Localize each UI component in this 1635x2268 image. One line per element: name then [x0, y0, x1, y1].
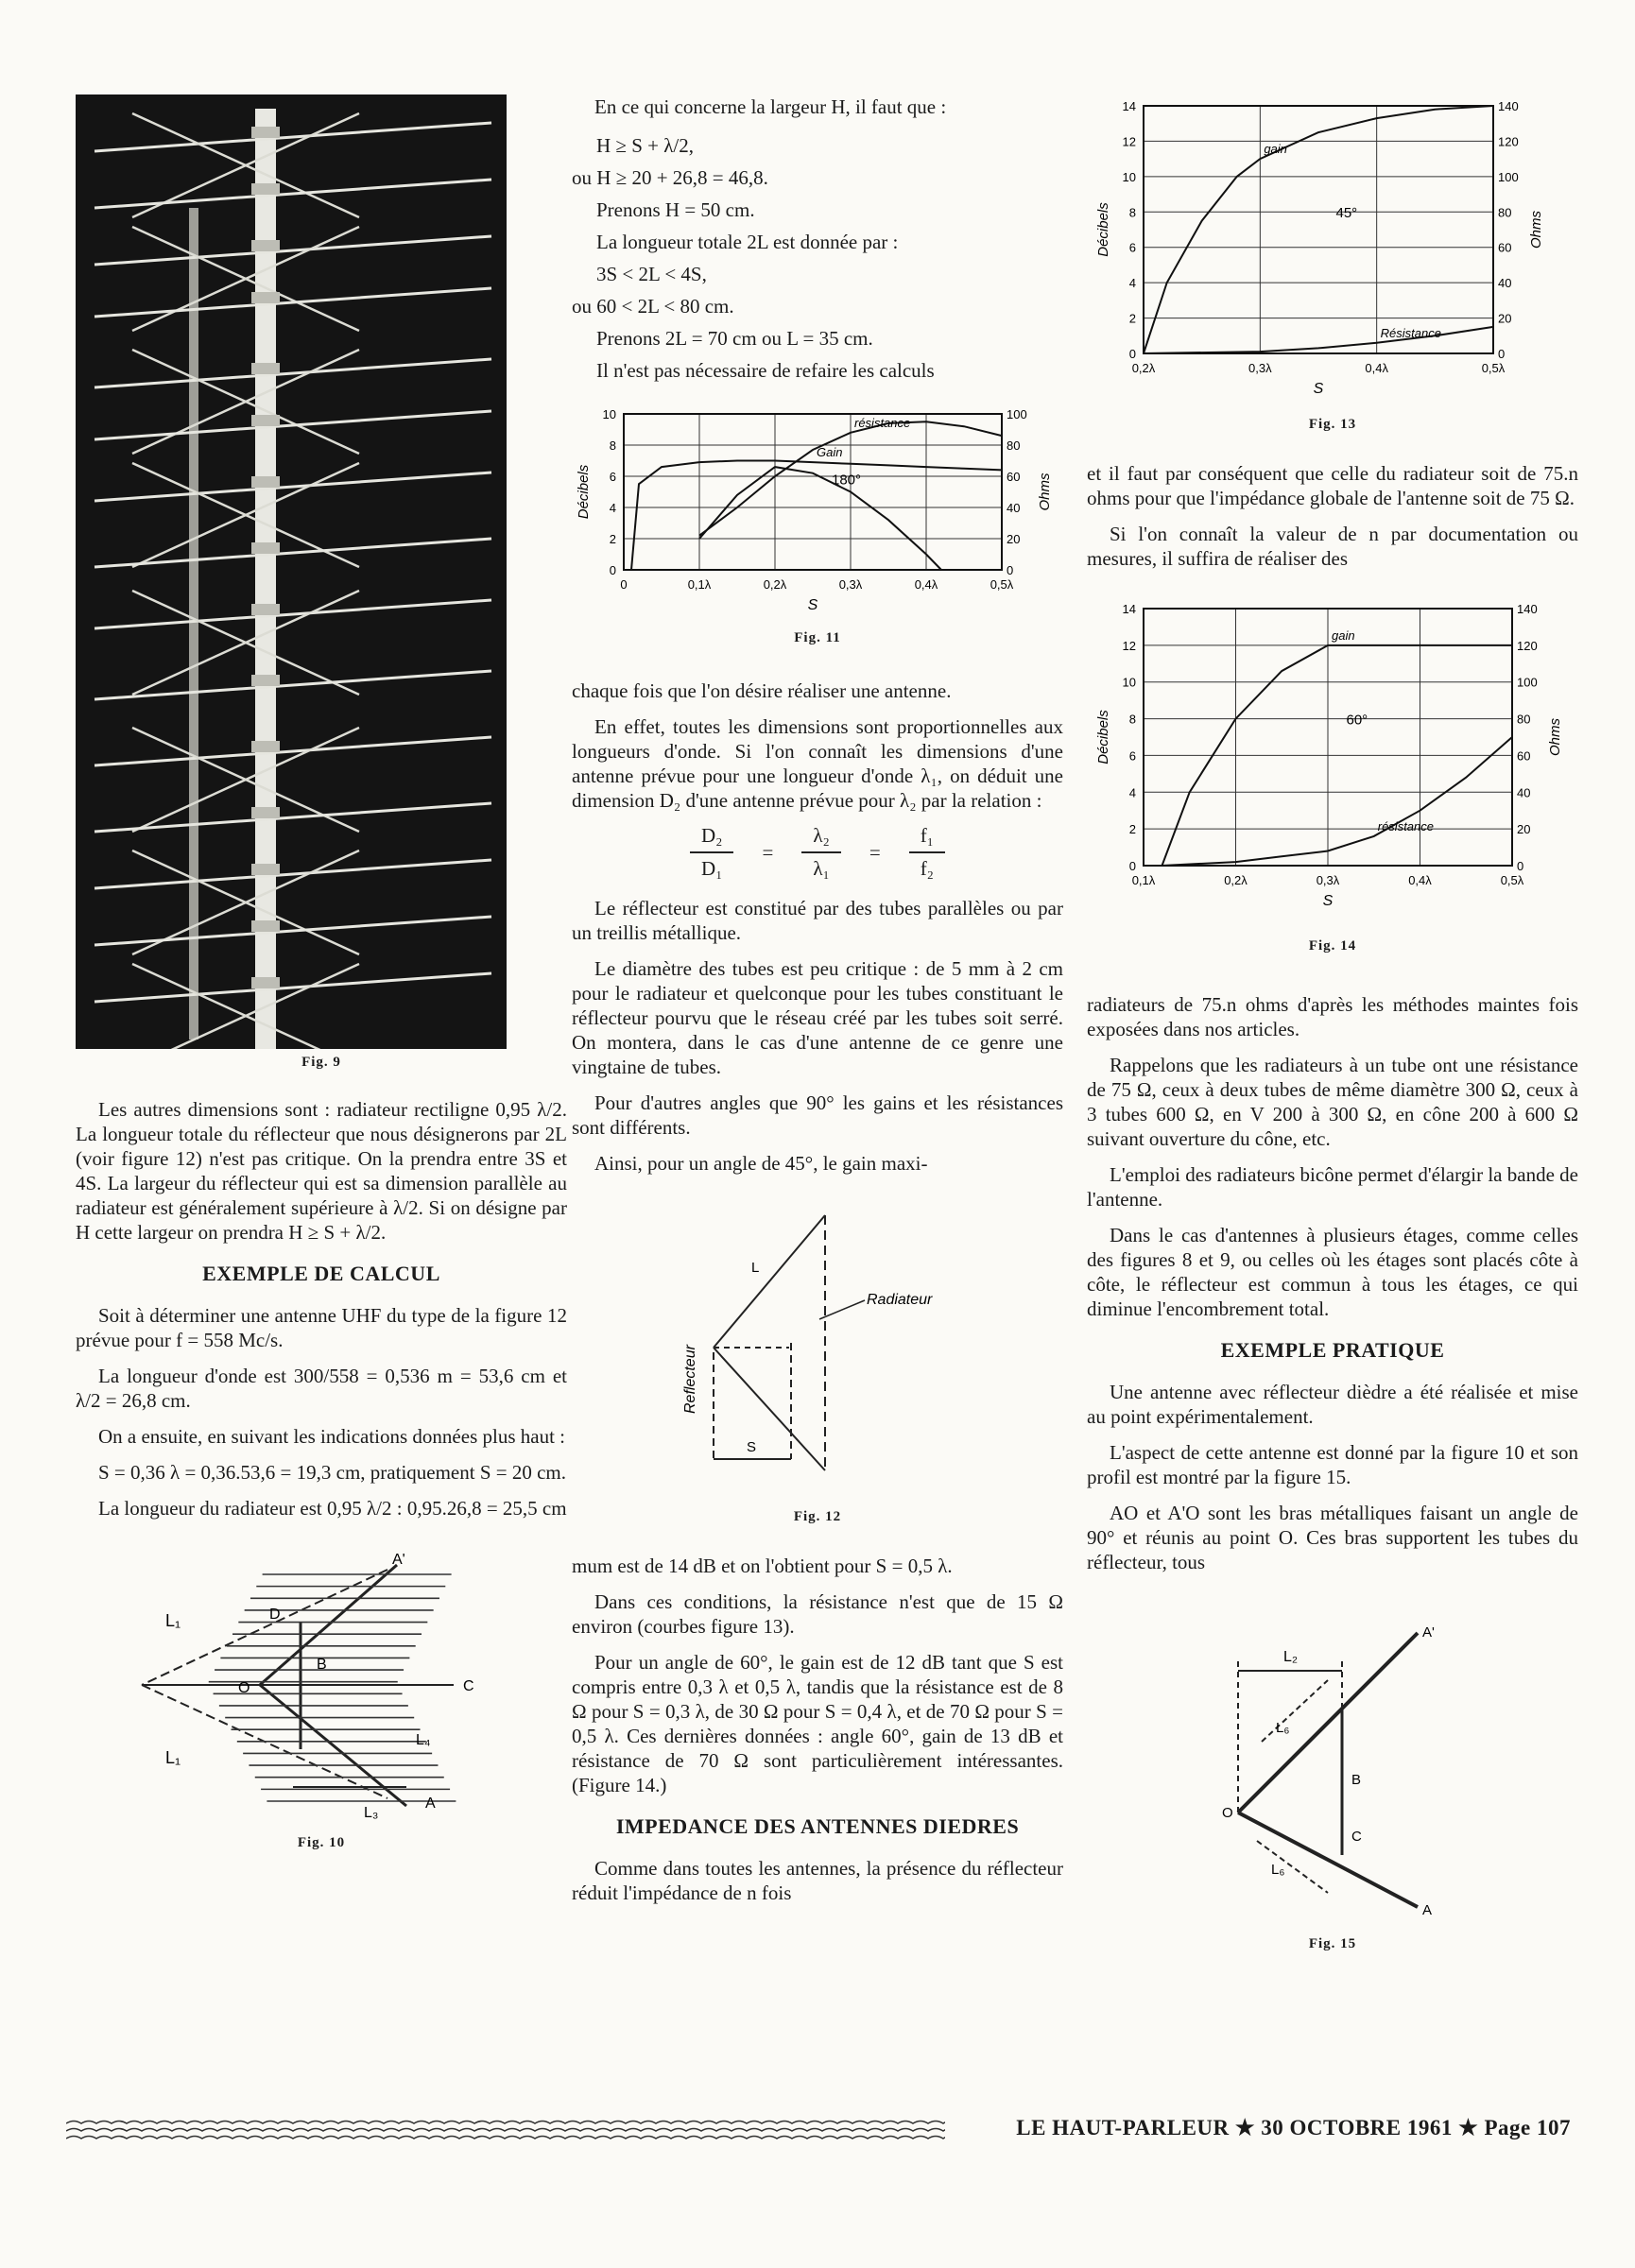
y-tick-label: 12 — [1122, 134, 1136, 149]
paragraph: Si l'on connaît la valeur de n par documentation ou mesures, il suffira de réaliser des — [1087, 523, 1578, 570]
y-tick-label: 14 — [1122, 602, 1136, 616]
y2-tick-label: 100 — [1498, 169, 1519, 184]
antenna-clamp — [251, 864, 280, 875]
y-tick-label: 0 — [1128, 347, 1136, 361]
paragraph: Dans ces conditions, la résistance n'est que de 15 Ω environ (courbes figure 13). — [572, 1590, 1063, 1638]
equation: ou H ≥ 20 + 26,8 = 46,8. — [572, 166, 768, 189]
y2-tick-label: 80 — [1517, 712, 1531, 727]
series-line-résistance — [1162, 737, 1513, 866]
fig10-caption: Fig. 10 — [297, 1835, 346, 1850]
y-tick-label: 2 — [609, 532, 616, 546]
frac-den-3: f₂ — [920, 857, 935, 880]
y2-tick-label: 60 — [1517, 748, 1531, 764]
fig13-chart — [1087, 94, 1578, 406]
x-axis-label: S — [1322, 893, 1334, 909]
paragraph: L'emploi des radiateurs bicône permet d'élargir la bande de l'antenne. — [1087, 1163, 1578, 1211]
antenna-clamp — [251, 183, 280, 195]
chart-annotation: 45° — [1335, 204, 1358, 221]
series-label: résistance — [1377, 818, 1434, 833]
equation: H ≥ S + λ/2, — [596, 134, 694, 157]
x-tick-label: 0,5λ — [990, 577, 1014, 592]
paragraph: Ainsi, pour un angle de 45°, le gain maxi- — [594, 1152, 928, 1175]
equation: La longueur totale 2L est donnée par : — [596, 231, 899, 253]
x-tick-label: 0,2λ — [1131, 361, 1156, 375]
equation: Il n'est pas nécessaire de refaire les calculs — [596, 359, 935, 382]
fig12-label-L: L — [751, 1260, 760, 1276]
y-tick-label: 4 — [1128, 785, 1136, 800]
series-label: gain — [1332, 627, 1355, 643]
paragraph: Comme dans toutes les antennes, la présence du réflecteur réduit l'impédance de n fois — [572, 1857, 1063, 1904]
fig12-caption: Fig. 12 — [793, 1509, 842, 1524]
frac-num-2: λ₂ — [801, 824, 841, 853]
fig15-label-L6b: L₆ — [1271, 1862, 1285, 1878]
column-2 — [572, 94, 1063, 1916]
x-tick-label: 0 — [620, 577, 628, 592]
fig10-label-L4: L₄ — [416, 1732, 431, 1748]
paragraph: Pour d'autres angles que 90° les gains et les résistances sont différents. — [572, 1091, 1063, 1139]
y2-tick-label: 100 — [1007, 407, 1027, 421]
equation: Prenons 2L = 70 cm ou L = 35 cm. — [596, 327, 873, 350]
fig10-label-L1b: L₁ — [165, 1748, 181, 1767]
x-tick-label: 0,1λ — [687, 577, 712, 592]
paragraph: L'aspect de cette antenne est donné par la figure 10 et son profil est montré par la figure 15. — [1087, 1441, 1578, 1488]
fig13-caption: Fig. 13 — [1308, 417, 1357, 432]
antenna-clamp — [251, 977, 280, 988]
y-tick-label: 6 — [1128, 748, 1136, 764]
y2-tick-label: 140 — [1517, 602, 1538, 616]
x-axis-label: S — [807, 597, 818, 613]
paragraph: En ce qui concerne la largeur H, il faut que : — [594, 95, 947, 118]
equation: ou 60 < 2L < 80 cm. — [572, 295, 734, 318]
paragraph: Le réflecteur est constitué par des tubes parallèles ou par un treillis métallique. — [572, 897, 1063, 944]
y2-tick-label: 40 — [1517, 785, 1531, 800]
paragraph: Dans le cas d'antennes à plusieurs étages, comme celles des figures 8 et 9, ou celles où les étages sont placés côte à côte, le réflecteur est commun à tous les étages, ce qui diminue l'encombrement total. — [1087, 1224, 1578, 1320]
fig10-label-B: B — [317, 1657, 327, 1673]
x-tick-label: 0,3λ — [838, 577, 863, 592]
y-tick-label: 10 — [1122, 169, 1136, 184]
x-tick-label: 0,3λ — [1316, 873, 1340, 887]
x-tick-label: 0,2λ — [1224, 873, 1248, 887]
paragraph: radiateurs de 75.n ohms d'après les méthodes maintes fois exposées dans nos articles. — [1087, 993, 1578, 1040]
footer-wave-rule — [66, 2112, 945, 2150]
antenna-clamp — [251, 415, 280, 426]
fig15-label-L6a: L₆ — [1276, 1720, 1290, 1736]
paragraph: chaque fois que l'on désire réaliser une antenne. — [572, 679, 952, 702]
footer-wave — [66, 2122, 945, 2124]
fig12-diagram — [572, 1187, 1063, 1499]
y2-axis-label: Ohms — [1547, 717, 1563, 757]
fig15-label-B: B — [1351, 1772, 1362, 1788]
antenna-clamp — [251, 920, 280, 932]
y-tick-label: 10 — [1122, 675, 1136, 690]
antenna-clamp — [251, 807, 280, 818]
antenna-photo — [76, 94, 507, 1049]
antenna-clamp — [251, 476, 280, 488]
antenna-clamp — [251, 363, 280, 374]
x-tick-label: 0,2λ — [763, 577, 787, 592]
series-label: résistance — [854, 415, 911, 430]
y-tick-label: 6 — [1128, 240, 1136, 255]
antenna-clamp — [251, 292, 280, 303]
y2-tick-label: 60 — [1498, 240, 1512, 255]
frac-den-1: D₁ — [700, 857, 723, 880]
antenna-photo-drawing — [76, 94, 507, 1049]
y-tick-label: 8 — [609, 438, 616, 453]
heading-impedance: IMPEDANCE DES ANTENNES DIEDRES — [615, 1814, 1020, 1838]
fig12-label-reflecteur: Reflecteur — [682, 1345, 698, 1414]
y2-tick-label: 60 — [1007, 470, 1021, 484]
y-tick-label: 10 — [602, 407, 616, 421]
fig15-diagram — [1087, 1624, 1578, 1926]
y2-tick-label: 0 — [1498, 347, 1506, 361]
column-1 — [76, 94, 567, 1868]
y-tick-label: 6 — [609, 470, 616, 484]
column-3 — [1087, 94, 1578, 1969]
fig14-chart — [1087, 597, 1578, 928]
y2-tick-label: 20 — [1498, 311, 1512, 326]
fig11-caption: Fig. 11 — [794, 630, 841, 645]
footer-wave — [66, 2129, 945, 2132]
y2-tick-label: 140 — [1498, 99, 1519, 113]
footer-text: LE HAUT-PARLEUR ★ 30 OCTOBRE 1961 ★ Page 107 — [1016, 2116, 1571, 2139]
paragraph: Une antenne avec réflecteur dièdre a été réalisée et mise au point expérimentalement. — [1087, 1381, 1578, 1428]
y-axis-label: Décibels — [1095, 202, 1111, 257]
fig10-label-A: A — [425, 1796, 436, 1812]
antenna-clamp — [251, 127, 280, 138]
y2-axis-label: Ohms — [1528, 210, 1544, 249]
fig10-label-O: O — [238, 1680, 250, 1696]
proportion-formula — [572, 824, 1063, 881]
series-label: Résistance — [1380, 325, 1441, 340]
antenna-clamp — [251, 675, 280, 686]
antenna-clamp — [251, 604, 280, 615]
x-tick-label: 0,4λ — [914, 577, 938, 592]
y-tick-label: 14 — [1122, 99, 1136, 113]
y-tick-label: 12 — [1122, 638, 1136, 653]
fig12-label-radiateur: Radiateur — [867, 1292, 933, 1308]
paragraph: On a ensuite, en suivant les indications données plus haut : — [98, 1425, 565, 1448]
y-tick-label: 4 — [609, 501, 616, 515]
paragraph: La longueur d'onde est 300/558 = 0,536 m = 53,6 cm et λ/2 = 26,8 cm. — [76, 1365, 567, 1412]
equation: 3S < 2L < 4S, — [596, 263, 707, 285]
y2-tick-label: 20 — [1007, 532, 1021, 546]
paragraph: mum est de 14 dB et on l'obtient pour S = 0,5 λ. — [572, 1555, 953, 1577]
fig12-label-S: S — [747, 1439, 757, 1455]
paragraph: et il faut par conséquent que celle du radiateur soit de 75.n ohms pour que l'impédance globale de l'antenne soit de 75 Ω. — [1087, 462, 1578, 509]
y2-tick-label: 20 — [1517, 822, 1531, 837]
paragraph: AO et A'O sont les bras métalliques faisant un angle de 90° et réunis au point O. Ces bras supportent les tubes du réflecteur, tous — [1087, 1502, 1578, 1573]
x-tick-label: 0,1λ — [1131, 873, 1156, 887]
fig10-label-L1a: L₁ — [165, 1611, 181, 1630]
paragraph: S = 0,36 λ = 0,36.53,6 = 19,3 cm, pratiquement S = 20 cm. — [98, 1461, 567, 1484]
chart-annotation: 180° — [832, 472, 862, 489]
fig10-diagram — [76, 1551, 510, 1825]
x-axis-label: S — [1313, 381, 1324, 397]
y2-tick-label: 0 — [1517, 859, 1524, 873]
antenna-clamp — [251, 741, 280, 752]
fig10-label-A1: A' — [392, 1552, 405, 1568]
heading-exemple-pratique: EXEMPLE PRATIQUE — [1220, 1338, 1445, 1362]
fig15-label-A: A — [1422, 1902, 1433, 1918]
paragraph: Pour un angle de 60°, le gain est de 12 dB tant que S est compris entre 0,3 λ et 0,5 λ, tandis que la résistance est de 8 Ω pour S = 0,3 λ, de 30 Ω pour S = 0,4 λ, et de 70 Ω pour S = 0,5 λ. Ces dernières données : angle 60°, gain de 13 dB et résistance de 70 Ω sont particulièrement intéressantes. (Figure 14.) — [572, 1651, 1063, 1796]
x-tick-label: 0,4λ — [1408, 873, 1432, 887]
fig10-label-C: C — [463, 1678, 474, 1694]
fig15-label-O: O — [1222, 1805, 1233, 1821]
series-label: gain — [1264, 142, 1287, 157]
fig15-label-A1: A' — [1422, 1624, 1435, 1641]
y-axis-label: Décibels — [1095, 710, 1111, 765]
y2-tick-label: 40 — [1498, 276, 1512, 291]
y-tick-label: 8 — [1128, 712, 1136, 727]
fig10-label-L3: L₃ — [364, 1805, 379, 1821]
y2-tick-label: 100 — [1517, 675, 1538, 690]
y2-tick-label: 40 — [1007, 501, 1021, 515]
page-footer — [66, 2112, 1578, 2150]
plot-frame — [624, 414, 1002, 570]
y-axis-label: Décibels — [576, 464, 592, 520]
fig14-caption: Fig. 14 — [1308, 938, 1357, 954]
y-tick-label: 0 — [1128, 859, 1136, 873]
y2-axis-label: Ohms — [1037, 472, 1053, 511]
fig10-label-D: D — [269, 1606, 281, 1623]
paragraph: La longueur du radiateur est 0,95 λ/2 : 0,95.26,8 = 25,5 cm — [98, 1497, 567, 1520]
series-line-gain — [1144, 106, 1493, 353]
y2-tick-label: 80 — [1498, 205, 1512, 220]
y-tick-label: 2 — [1128, 822, 1136, 837]
fig9-caption: Fig. 9 — [301, 1055, 341, 1070]
y2-tick-label: 120 — [1498, 134, 1519, 149]
y2-tick-label: 120 — [1517, 638, 1538, 653]
series-label: Gain — [817, 445, 843, 460]
paragraph: Rappelons que les radiateurs à un tube ont une résistance de 75 Ω, ceux à deux tubes de même diamètre 300 Ω, ceux à 3 tubes 600 Ω, en V 200 à 300 Ω, en cône 200 à 600 Ω suivant ouverture du cône, etc. — [1087, 1054, 1578, 1150]
chart-annotation: 60° — [1346, 712, 1368, 729]
paragraph: Les autres dimensions sont : radiateur rectiligne 0,95 λ/2. La longueur totale du réflecteur que nous désignerons par 2L (voir figure 12) n'est pas critique. On la prendra entre 3S et 4S. La largeur du réflecteur qui est sa dimension parallèle au radiateur est généralement supérieure à λ/2. Si on désigne par H cette largeur on prendra H ≥ S + λ/2. — [76, 1098, 567, 1244]
equals-sign: = — [762, 840, 774, 864]
y2-tick-label: 0 — [1007, 563, 1014, 577]
x-tick-label: 0,4λ — [1365, 361, 1388, 375]
paragraph: Soit à déterminer une antenne UHF du type de la figure 12 prévue pour f = 558 Mc/s. — [76, 1304, 567, 1351]
x-tick-label: 0,3λ — [1248, 361, 1272, 375]
paragraph: Le diamètre des tubes est peu critique : de 5 mm à 2 cm pour le radiateur et quelconque pour les tubes constituant le réflecteur pourvu que le réseau créé par les tubes soit serré. On montera, dans le cas d'une antenne de ce genre une vingtaine de tubes. — [572, 957, 1063, 1078]
series-line-unnamed-2 — [699, 467, 941, 570]
fig15-label-C: C — [1351, 1829, 1362, 1845]
y2-tick-label: 80 — [1007, 438, 1021, 453]
series-line-Gain — [631, 461, 1002, 571]
x-tick-label: 0,5λ — [1500, 873, 1524, 887]
frac-num-1: D₂ — [690, 824, 734, 853]
antenna-clamp — [251, 542, 280, 554]
x-tick-label: 0,5λ — [1481, 361, 1506, 375]
equals-sign: = — [869, 840, 881, 864]
paragraph: En effet, toutes les dimensions sont proportionnelles aux longueurs d'onde. Si l'on connaît les dimensions d'une antenne prévue pour une longueur d'onde λ₁, on déduit une dimension D₂ d'une antenne prévue pour λ₂ par la relation : — [572, 715, 1063, 812]
y-tick-label: 4 — [1128, 276, 1136, 291]
frac-num-3: f₁ — [909, 824, 945, 853]
footer-wave — [66, 2137, 945, 2139]
fig15-caption: Fig. 15 — [1308, 1936, 1357, 1951]
antenna-clamp — [251, 240, 280, 251]
y-tick-label: 8 — [1128, 205, 1136, 220]
fig15-label-L2: L₂ — [1283, 1649, 1299, 1665]
y-tick-label: 0 — [609, 563, 616, 577]
heading-exemple-calcul: EXEMPLE DE CALCUL — [202, 1262, 440, 1285]
frac-den-2: λ₁ — [813, 857, 830, 880]
equation: Prenons H = 50 cm. — [596, 198, 755, 221]
fig11-chart — [572, 403, 1063, 620]
y-tick-label: 2 — [1128, 311, 1136, 326]
